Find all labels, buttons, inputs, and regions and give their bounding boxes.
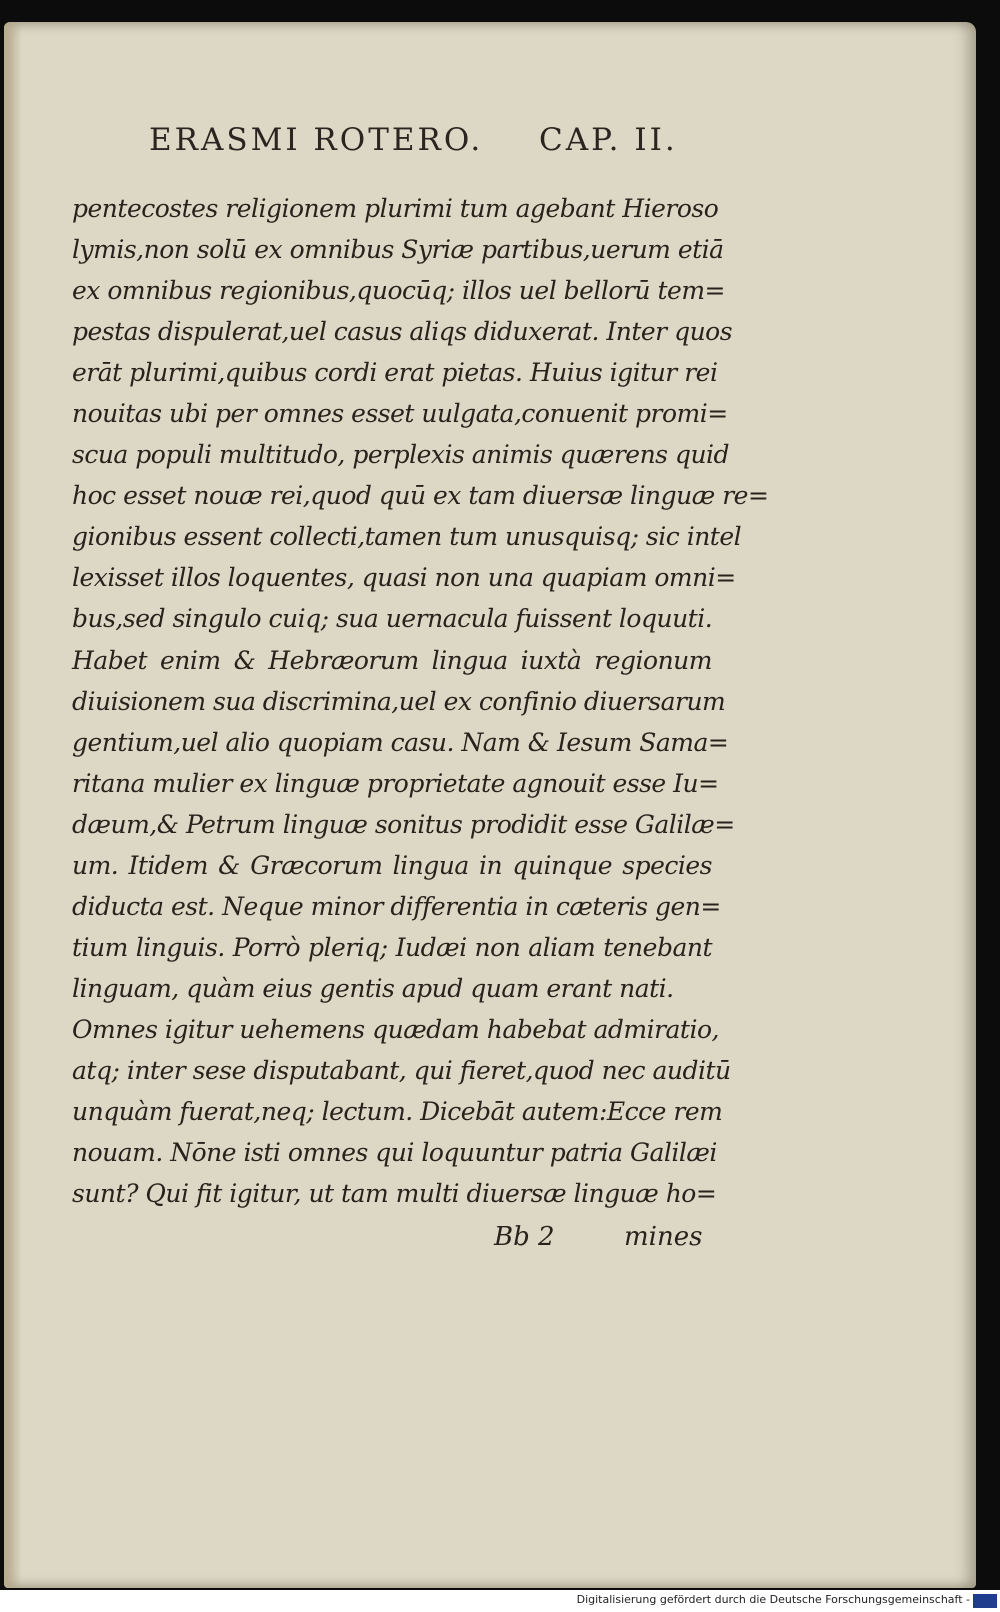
text-line: bus,sed singulo cuiq; sua uernacula fuissent loquuti.: [72, 604, 713, 634]
text-line: scua populi multitudo, perplexis animis quærens quid: [72, 440, 730, 470]
text-line: lexisset illos loquentes, quasi non una quapiam omni=: [72, 563, 736, 593]
text-line: dæum,& Petrum linguæ sonitus prodidit esse Galilæ=: [72, 809, 735, 839]
header-chapter: CAP. II.: [539, 122, 678, 158]
dfg-logo: [973, 1594, 997, 1608]
text-line: Habet enim & Hebræorum lingua iuxtà regionum: [72, 645, 712, 675]
text-line: ex omnibus regionibus,quocūq; illos uel bellorū tem=: [72, 276, 725, 306]
text-line: nouam. Nōne isti omnes qui loquuntur patria Galilæi: [72, 1138, 717, 1168]
text-line: pentecostes religionem plurimi tum agebant Hieroso: [72, 194, 719, 223]
signature-mark: Bb 2: [494, 1222, 555, 1252]
text-line: unquàm fuerat,neq; lectum. Dicebāt autem:Ecce rem: [72, 1097, 723, 1127]
page-footer: [494, 1222, 724, 1262]
text-line: linguam, quàm eius gentis apud quam erant nati.: [72, 973, 674, 1003]
text-line: diducta est. Neque minor differentia in cæteris gen=: [72, 891, 721, 921]
text-line: diuisionem sua discrimina,uel ex confinio diuersarum: [72, 686, 726, 716]
text-line: lymis,non solū ex omnibus Syriæ partibus,uerum etiā: [72, 235, 724, 265]
text-line: erāt plurimi,quibus cordi erat pietas. Huius igitur rei: [72, 358, 718, 388]
page-text: [72, 188, 769, 1214]
text-line: pestas dispulerat,uel casus aliqs diduxerat. Inter quos: [72, 317, 733, 347]
text-line: nouitas ubi per omnes esset uulgata,conuenit promi=: [72, 399, 728, 429]
text-line: sunt? Qui fit igitur, ut tam multi diuersæ linguæ ho=: [72, 1179, 717, 1209]
credit-bar: [0, 1590, 1000, 1612]
funding-credit: Digitalisierung gefördert durch die Deutsche Forschungsgemeinschaft -: [576, 1593, 970, 1606]
catchword: mines: [624, 1222, 703, 1252]
text-line: atq; inter sese disputabant, qui fieret,quod nec auditū: [72, 1055, 731, 1085]
text-line: gentium,uel alio quopiam casu. Nam & Iesum Sama=: [72, 727, 729, 757]
text-line: gionibus essent collecti,tamen tum unusquisq; sic intel: [72, 522, 742, 552]
book-page: [4, 22, 976, 1588]
header-author: ERASMI ROTERO.: [149, 122, 484, 158]
text-line: hoc esset nouæ rei,quod quū ex tam diuersæ linguæ re=: [72, 481, 769, 511]
text-line: um. Itidem & Græcorum lingua in quinque species: [72, 850, 712, 880]
text-line: ritana mulier ex linguæ proprietate agnouit esse Iu=: [72, 768, 719, 798]
text-line: tium linguis. Porrò pleriq; Iudæi non aliam tenebant: [72, 932, 712, 962]
text-line: Omnes igitur uehemens quædam habebat admiratio,: [72, 1014, 719, 1044]
